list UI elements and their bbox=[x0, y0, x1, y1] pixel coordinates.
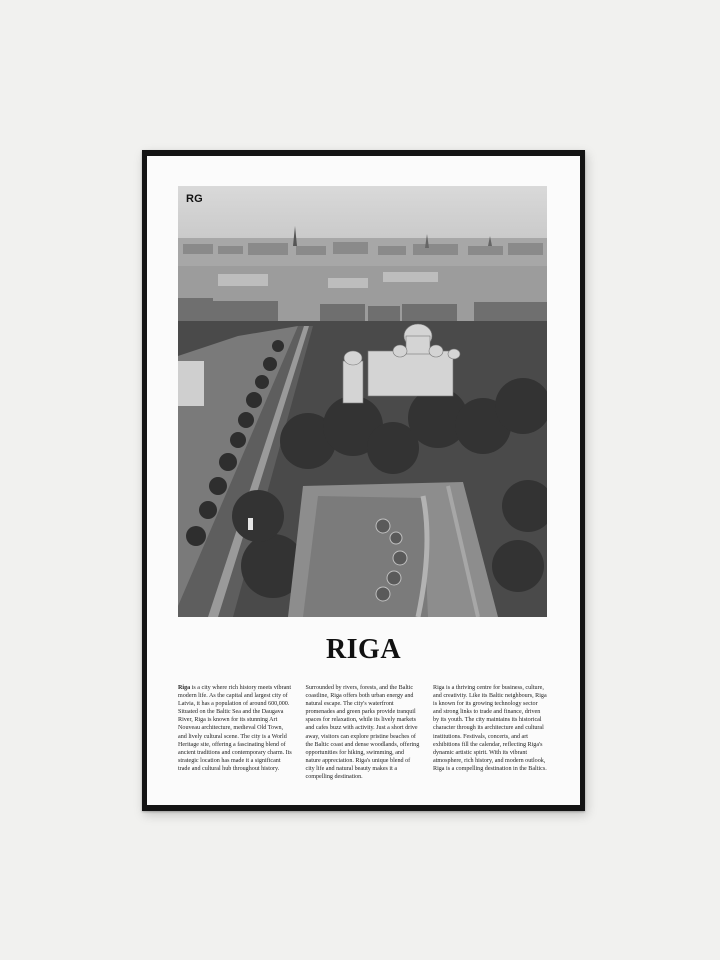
description-column-2: Surrounded by rivers, forests, and the Baltic coastline, Riga offers both urban energy and natural escape. The city's waterfront promenades and green parks provide tranquil spaces for relaxation, while its lively markets and cafes buzz with activity. Just a short drive away, visitors can explore pristine beaches of the Baltic coast and dense woodlands, offering opportunities for hiking, swimming, and nature appreciation. Riga's unique blend of city life and natural beauty makes it a compelling destination. bbox=[305, 685, 420, 781]
city-code-badge: RG bbox=[186, 193, 203, 205]
description-column-1 bbox=[178, 684, 292, 781]
aerial-illustration bbox=[178, 186, 547, 617]
lead-word: Riga bbox=[178, 685, 191, 691]
description-column-3: Riga is a thriving centre for business, culture, and creativity. Like its Baltic neighbours, Riga is known for its growing technology sector and strong links to trade and finance, driven by its youth. The city maintains its historical character through its architecture and cultural institutions. Festivals, concerts, and art exhibitions fill the calendar, reflecting Riga's dynamic artistic spirit. With its vibrant atmosphere, rich history, and modern outlook, Riga is a compelling destination in the Baltics. bbox=[433, 685, 547, 772]
description-columns bbox=[178, 684, 547, 781]
poster-title: RIGA bbox=[325, 634, 402, 665]
column-1-text: is a city where rich history meets vibrant modern life. As the capital and largest city of Latvia, it has a population of around 600,000. Situated on the Baltic Sea and the Daugava River, Riga is known for its stunning Art Nouveau architecture, medieval Old Town, and lively cultural scene. The city is a World Heritage site, offering a fascinating blend of ancient traditions and contemporary charm. Its strategic location has made it a significant trade and cultural hub throughout history. bbox=[178, 685, 292, 772]
poster-mat bbox=[147, 156, 580, 805]
city-aerial-photo bbox=[178, 186, 547, 617]
poster-frame bbox=[142, 150, 585, 811]
